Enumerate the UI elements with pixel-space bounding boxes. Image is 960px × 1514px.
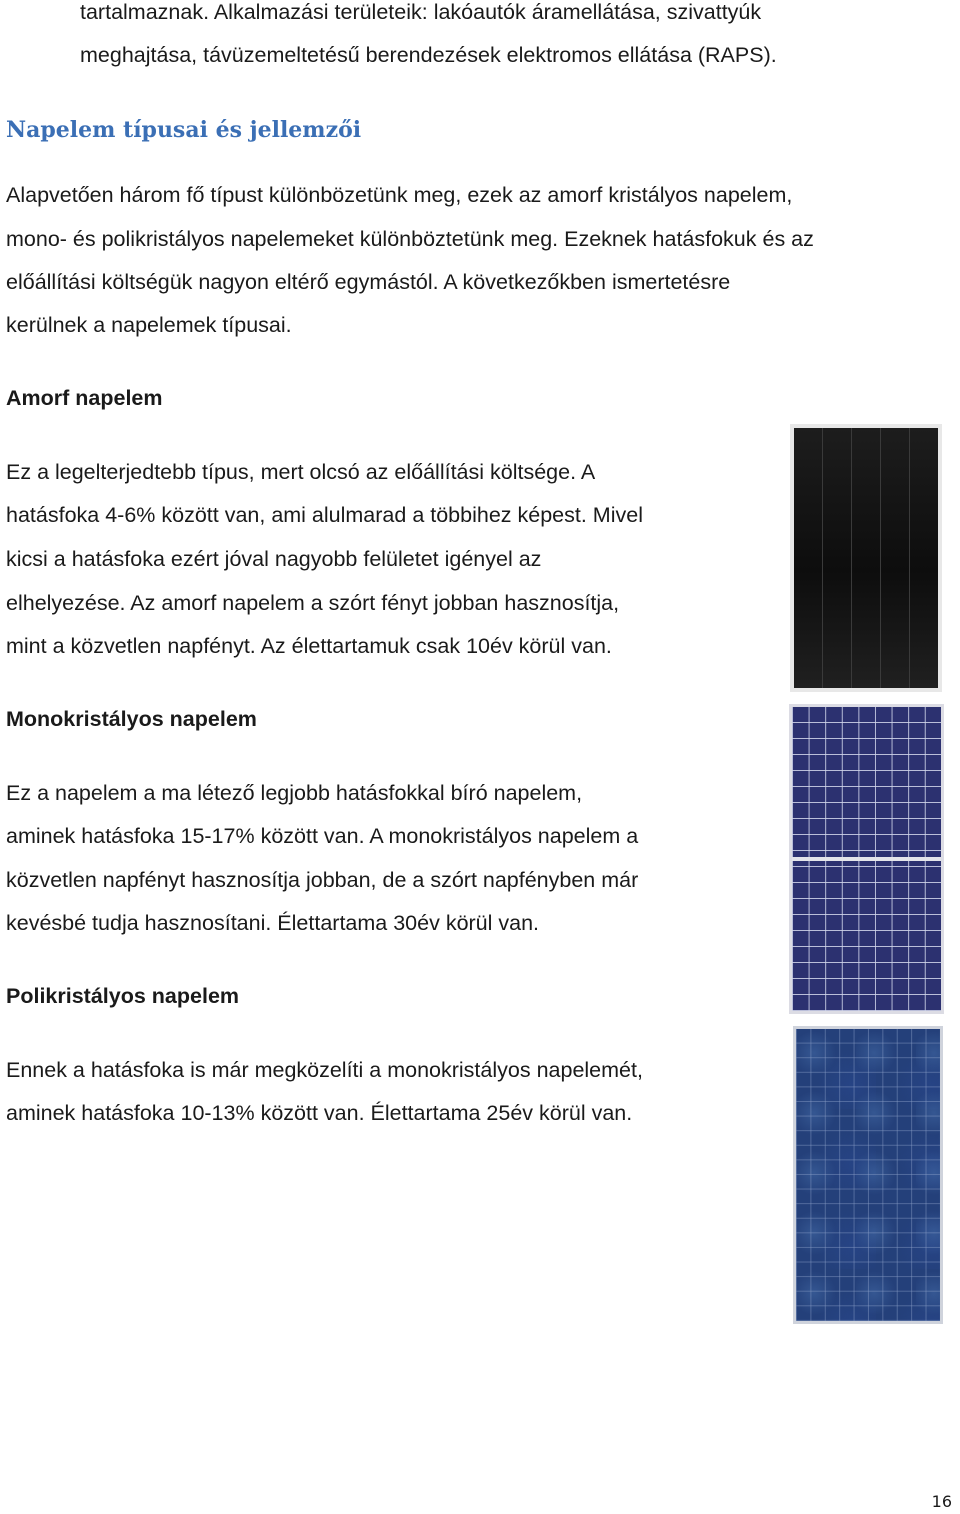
amorf-line-5: mint a közvetlen napfényt. Az élettartamuk csak 10év körül van.: [6, 634, 612, 658]
amorf-heading: Amorf napelem: [6, 386, 163, 410]
page-number: 16: [931, 1492, 952, 1511]
polycrystalline-panel-image: [793, 1026, 943, 1324]
mono-line-2: aminek hatásfoka 15-17% között van. A monokristályos napelem a: [6, 824, 639, 848]
poly-line-2: aminek hatásfoka 10-13% között van. Élettartama 25év körül van.: [6, 1101, 633, 1125]
monocrystalline-panel-image: [789, 704, 944, 1014]
section-line-1: Alapvetően három fő típust különbözetünk meg, ezek az amorf kristályos napelem,: [6, 183, 793, 207]
amorphous-panel-surface: [794, 428, 938, 688]
amorf-line-4: elhelyezése. Az amorf napelem a szórt fényt jobban hasznosítja,: [6, 591, 620, 615]
mono-heading: Monokristályos napelem: [6, 707, 257, 731]
monocrystalline-panel-surface: [792, 707, 941, 1011]
panel-strip: [851, 428, 852, 688]
polycrystalline-panel-surface: [796, 1029, 940, 1321]
panel-strip: [880, 428, 881, 688]
mono-line-4: kevésbé tudja hasznosítani. Élettartama 30év körül van.: [6, 911, 540, 935]
section-heading: Napelem típusai és jellemzői: [6, 117, 362, 143]
intro-line-2: meghajtása, távüzemeltetésű berendezések elektromos ellátása (RAPS).: [80, 43, 777, 67]
amorf-line-1: Ez a legelterjedtebb típus, mert olcsó az előállítási költsége. A: [6, 460, 596, 484]
amorf-line-3: kicsi a hatásfoka ezért jóval nagyobb felületet igényel az: [6, 547, 542, 571]
section-line-3: előállítási költségük nagyon eltérő egymástól. A következőkben ismertetésre: [6, 270, 731, 294]
amorf-line-2: hatásfoka 4-6% között van, ami alulmarad a többihez képest. Mivel: [6, 503, 643, 527]
intro-line-1: tartalmaznak. Alkalmazási területeik: lakóautók áramellátása, szivattyúk: [80, 0, 762, 24]
poly-heading: Polikristályos napelem: [6, 984, 240, 1008]
panel-strip: [822, 428, 823, 688]
panel-strip: [909, 428, 910, 688]
amorphous-panel-image: [790, 424, 942, 692]
section-line-4: kerülnek a napelemek típusai.: [6, 313, 292, 337]
mono-line-3: közvetlen napfényt hasznosítja jobban, de a szórt napfényben már: [6, 868, 639, 892]
panel-separator: [792, 857, 941, 861]
poly-line-1: Ennek a hatásfoka is már megközelíti a monokristályos napelemét,: [6, 1058, 643, 1082]
section-line-2: mono- és polikristályos napelemeket különböztetünk meg. Ezeknek hatásfokuk és az: [6, 227, 814, 251]
mono-line-1: Ez a napelem a ma létező legjobb hatásfokkal bíró napelem,: [6, 781, 583, 805]
